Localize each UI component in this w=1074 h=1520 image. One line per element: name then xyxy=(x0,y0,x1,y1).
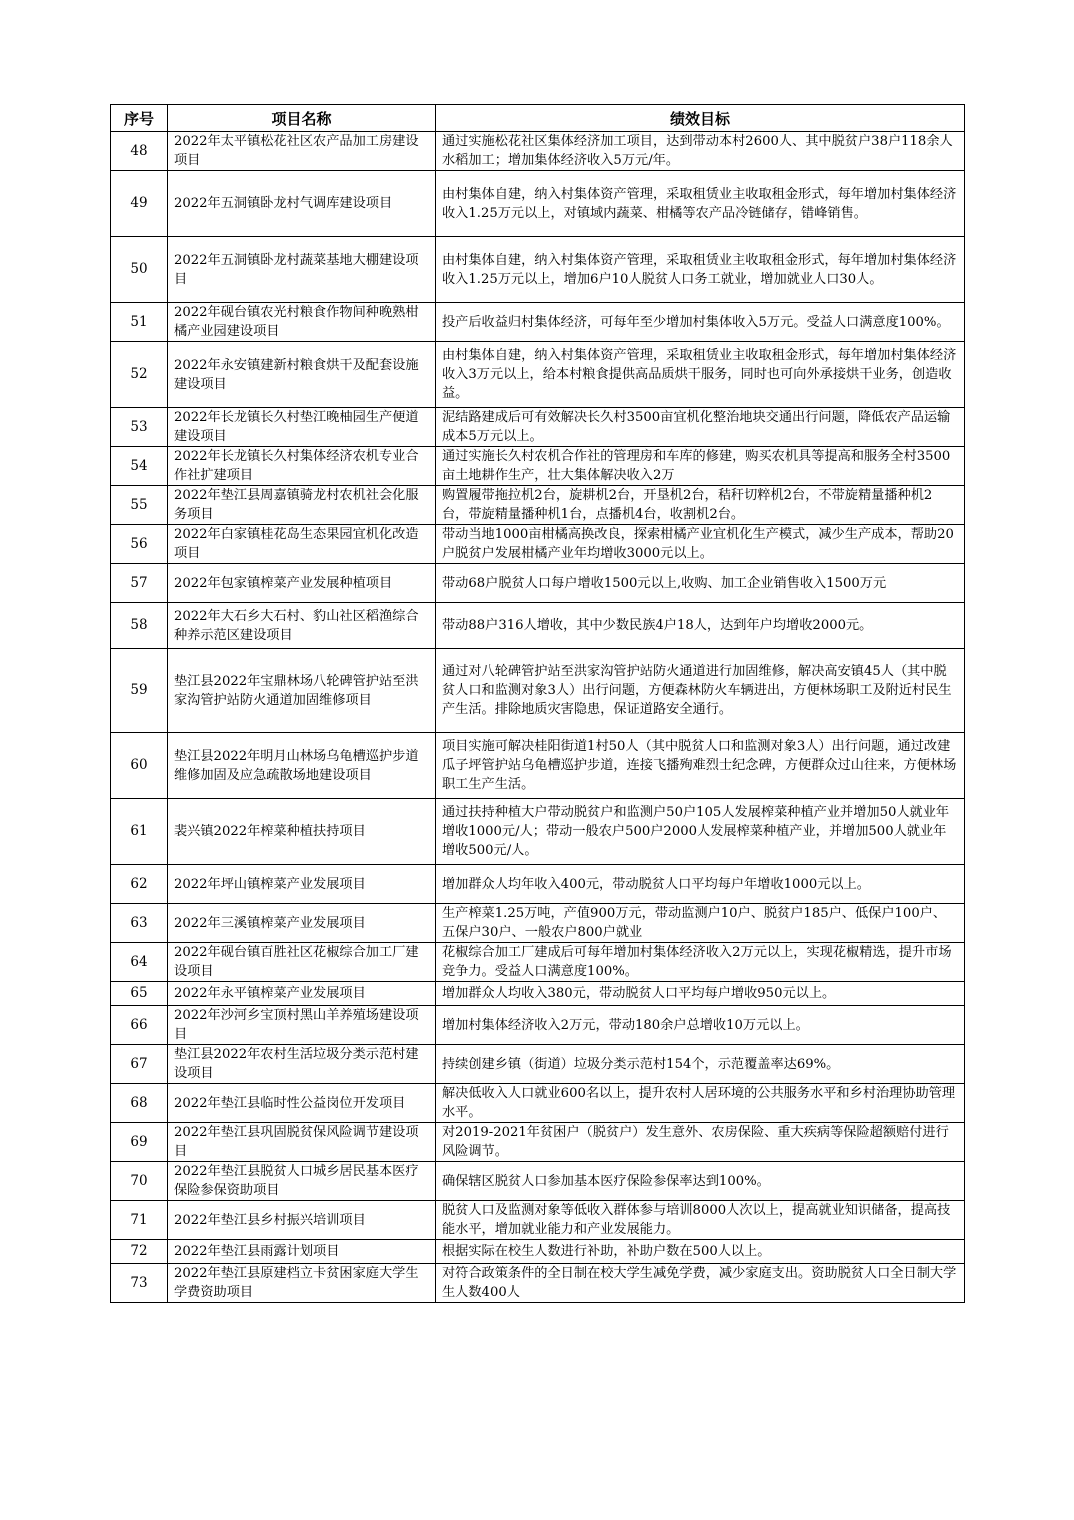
project-name-cell: 2022年三溪镇榨菜产业发展项目 xyxy=(168,904,436,943)
table-row xyxy=(111,171,965,237)
project-name-cell: 2022年太平镇松花社区农产品加工房建设项目 xyxy=(168,132,436,171)
project-name-cell: 2022年垫江县临时性公益岗位开发项目 xyxy=(168,1084,436,1123)
performance-goal-cell: 通过实施长久村农机合作社的管理房和车库的修建，购买农机具等提高和服务全村3500亩土地耕作生产，壮大集体解决收入2万 xyxy=(436,447,965,486)
project-name-cell: 2022年大石乡大石村、豹山社区稻渔综合种养示范区建设项目 xyxy=(168,603,436,649)
project-name-cell: 2022年沙河乡宝顶村黑山羊养殖场建设项目 xyxy=(168,1006,436,1045)
serial-number-cell: 52 xyxy=(111,342,168,408)
performance-goal-cell: 由村集体自建，纳入村集体资产管理，采取租赁业主收取租金形式，每年增加村集体经济收入1.25万元以上，增加6户10人脱贫人口务工就业，增加就业人口30人。 xyxy=(436,237,965,303)
serial-number-cell: 71 xyxy=(111,1201,168,1240)
performance-goal-cell: 带动68户脱贫人口每户增收1500元以上,收购、加工企业销售收入1500万元 xyxy=(436,564,965,603)
serial-number-cell: 65 xyxy=(111,982,168,1006)
table-row xyxy=(111,1045,965,1084)
project-name-cell: 2022年砚台镇百胜社区花椒综合加工厂建设项目 xyxy=(168,943,436,982)
serial-number-cell: 53 xyxy=(111,408,168,447)
serial-number-cell: 68 xyxy=(111,1084,168,1123)
performance-goal-cell: 由村集体自建，纳入村集体资产管理，采取租赁业主收取租金形式，每年增加村集体经济收入3万元以上，给本村粮食提供高品质烘干服务，同时也可向外承接烘干业务，创造收益。 xyxy=(436,342,965,408)
serial-number-cell: 63 xyxy=(111,904,168,943)
header-row xyxy=(111,105,965,132)
table-row xyxy=(111,1123,965,1162)
serial-number-cell: 57 xyxy=(111,564,168,603)
serial-number-cell: 56 xyxy=(111,525,168,564)
serial-number-cell: 49 xyxy=(111,171,168,237)
table-row xyxy=(111,904,965,943)
table-row xyxy=(111,237,965,303)
performance-goal-cell: 生产榨菜1.25万吨，产值900万元，带动监测户10户、脱贫户185户、低保户100户、五保户30户、一般农户800户就业 xyxy=(436,904,965,943)
project-name-cell: 2022年五洞镇卧龙村蔬菜基地大棚建设项目 xyxy=(168,237,436,303)
project-name-cell: 2022年长龙镇长久村垫江晚柚园生产便道建设项目 xyxy=(168,408,436,447)
table-row xyxy=(111,408,965,447)
performance-goal-cell: 带动当地1000亩柑橘高换改良，探索柑橘产业宜机化生产模式，减少生产成本，帮助20户脱贫户发展柑橘产业年均增收3000元以上。 xyxy=(436,525,965,564)
performance-goals-table xyxy=(110,104,965,1303)
table-row xyxy=(111,1240,965,1264)
performance-goal-cell: 由村集体自建，纳入村集体资产管理，采取租赁业主收取租金形式，每年增加村集体经济收入1.25万元以上，对镇域内蔬菜、柑橘等农产品冷链储存，错峰销售。 xyxy=(436,171,965,237)
header-performance-goal: 绩效目标 xyxy=(436,105,965,132)
performance-goal-cell: 投产后收益归村集体经济，可每年至少增加村集体收入5万元。受益人口满意度100%。 xyxy=(436,303,965,342)
table-row xyxy=(111,943,965,982)
table-row xyxy=(111,1201,965,1240)
performance-goal-cell: 对2019-2021年贫困户（脱贫户）发生意外、农房保险、重大疾病等保险超额赔付进行风险调节。 xyxy=(436,1123,965,1162)
table-body xyxy=(111,132,965,1303)
performance-goal-cell: 通过对八轮碑管护站至洪家沟管护站防火通道进行加固维修，解决高安镇45人（其中脱贫人口和监测对象3人）出行问题，方便森林防火车辆进出，方便林场职工及附近村民生产生活。排除地质灾害隐患，保证道路安全通行。 xyxy=(436,649,965,733)
project-name-cell: 2022年垫江县雨露计划项目 xyxy=(168,1240,436,1264)
serial-number-cell: 62 xyxy=(111,865,168,904)
serial-number-cell: 48 xyxy=(111,132,168,171)
table-row xyxy=(111,799,965,865)
performance-goal-cell: 确保辖区脱贫人口参加基本医疗保险参保率达到100%。 xyxy=(436,1162,965,1201)
performance-goal-cell: 解决低收入人口就业600名以上，提升农村人居环境的公共服务水平和乡村治理协助管理水平。 xyxy=(436,1084,965,1123)
project-name-cell: 2022年垫江县乡村振兴培训项目 xyxy=(168,1201,436,1240)
table-header xyxy=(111,105,965,132)
table-row xyxy=(111,1162,965,1201)
table-row xyxy=(111,733,965,799)
performance-goal-cell: 花椒综合加工厂建成后可每年增加村集体经济收入2万元以上，实现花椒精选，提升市场竞争力。受益人口满意度100%。 xyxy=(436,943,965,982)
project-name-cell: 2022年永安镇建新村粮食烘干及配套设施建设项目 xyxy=(168,342,436,408)
table-row xyxy=(111,1084,965,1123)
performance-goal-cell: 增加群众人均年收入400元，带动脱贫人口平均每户年增收1000元以上。 xyxy=(436,865,965,904)
serial-number-cell: 58 xyxy=(111,603,168,649)
serial-number-cell: 69 xyxy=(111,1123,168,1162)
performance-goal-cell: 持续创建乡镇（街道）垃圾分类示范村154个，示范覆盖率达69%。 xyxy=(436,1045,965,1084)
serial-number-cell: 73 xyxy=(111,1264,168,1303)
table-row xyxy=(111,303,965,342)
table-row xyxy=(111,1264,965,1303)
performance-goal-cell: 泥结路建成后可有效解决长久村3500亩宜机化整治地块交通出行问题，降低农产品运输成本5万元以上。 xyxy=(436,408,965,447)
serial-number-cell: 66 xyxy=(111,1006,168,1045)
project-name-cell: 裴兴镇2022年榨菜种植扶持项目 xyxy=(168,799,436,865)
table-row xyxy=(111,525,965,564)
table-row xyxy=(111,603,965,649)
performance-goal-cell: 对符合政策条件的全日制在校大学生减免学费，减少家庭支出。资助脱贫人口全日制大学生人数400人 xyxy=(436,1264,965,1303)
serial-number-cell: 60 xyxy=(111,733,168,799)
project-name-cell: 2022年垫江县周嘉镇骑龙村农机社会化服务项目 xyxy=(168,486,436,525)
project-name-cell: 2022年垫江县原建档立卡贫困家庭大学生学费资助项目 xyxy=(168,1264,436,1303)
table-row xyxy=(111,132,965,171)
header-project-name: 项目名称 xyxy=(168,105,436,132)
serial-number-cell: 55 xyxy=(111,486,168,525)
serial-number-cell: 70 xyxy=(111,1162,168,1201)
performance-goal-cell: 带动88户316人增收，其中少数民族4户18人，达到年户均增收2000元。 xyxy=(436,603,965,649)
serial-number-cell: 50 xyxy=(111,237,168,303)
table-row xyxy=(111,982,965,1006)
project-name-cell: 2022年砚台镇农光村粮食作物间种晚熟柑橘产业园建设项目 xyxy=(168,303,436,342)
performance-goal-cell: 增加群众人均收入380元，带动脱贫人口平均每户增收950元以上。 xyxy=(436,982,965,1006)
table-row xyxy=(111,447,965,486)
project-name-cell: 2022年包家镇榨菜产业发展种植项目 xyxy=(168,564,436,603)
project-name-cell: 垫江县2022年农村生活垃圾分类示范村建设项目 xyxy=(168,1045,436,1084)
table-row xyxy=(111,564,965,603)
performance-goal-cell: 增加村集体经济收入2万元，带动180余户总增收10万元以上。 xyxy=(436,1006,965,1045)
serial-number-cell: 67 xyxy=(111,1045,168,1084)
table-row xyxy=(111,865,965,904)
serial-number-cell: 72 xyxy=(111,1240,168,1264)
serial-number-cell: 64 xyxy=(111,943,168,982)
project-name-cell: 2022年坪山镇榨菜产业发展项目 xyxy=(168,865,436,904)
project-name-cell: 2022年长龙镇长久村集体经济农机专业合作社扩建项目 xyxy=(168,447,436,486)
project-name-cell: 2022年垫江县巩固脱贫保风险调节建设项目 xyxy=(168,1123,436,1162)
performance-goal-cell: 通过扶持种植大户带动脱贫户和监测户50户105人发展榨菜种植产业并增加50人就业年增收1000元/人；带动一般农户500户2000人发展榨菜种植产业，并增加500人就业年增收500元/人。 xyxy=(436,799,965,865)
performance-goal-cell: 脱贫人口及监测对象等低收入群体参与培训8000人次以上，提高就业知识储备，提高技能水平，增加就业能力和产业发展能力。 xyxy=(436,1201,965,1240)
performance-goal-cell: 通过实施松花社区集体经济加工项目，达到带动本村2600人、其中脱贫户38户118余人水稻加工；增加集体经济收入5万元/年。 xyxy=(436,132,965,171)
serial-number-cell: 54 xyxy=(111,447,168,486)
header-serial-number: 序号 xyxy=(111,105,168,132)
project-name-cell: 2022年五洞镇卧龙村气调库建设项目 xyxy=(168,171,436,237)
serial-number-cell: 61 xyxy=(111,799,168,865)
performance-goal-cell: 根据实际在校生人数进行补助，补助户数在500人以上。 xyxy=(436,1240,965,1264)
project-name-cell: 垫江县2022年明月山林场乌龟槽巡护步道维修加固及应急疏散场地建设项目 xyxy=(168,733,436,799)
serial-number-cell: 51 xyxy=(111,303,168,342)
project-name-cell: 2022年白家镇桂花岛生态果园宜机化改造项目 xyxy=(168,525,436,564)
project-name-cell: 垫江县2022年宝鼎林场八轮碑管护站至洪家沟管护站防火通道加固维修项目 xyxy=(168,649,436,733)
project-name-cell: 2022年永平镇榨菜产业发展项目 xyxy=(168,982,436,1006)
table-row xyxy=(111,649,965,733)
table-row xyxy=(111,486,965,525)
performance-goal-cell: 项目实施可解决桂阳街道1村50人（其中脱贫人口和监测对象3人）出行问题，通过改建瓜子坪管护站乌龟槽巡护步道，连接飞播殉难烈士纪念碑，方便群众过山往来，方便林场职工生产生活。 xyxy=(436,733,965,799)
table-row xyxy=(111,1006,965,1045)
serial-number-cell: 59 xyxy=(111,649,168,733)
table-row xyxy=(111,342,965,408)
project-name-cell: 2022年垫江县脱贫人口城乡居民基本医疗保险参保资助项目 xyxy=(168,1162,436,1201)
performance-goal-cell: 购置履带拖拉机2台，旋耕机2台，开垦机2台，秸秆切粹机2台，不带旋精量播种机2台，带旋精量播种机1台，点播机4台，收割机2台。 xyxy=(436,486,965,525)
